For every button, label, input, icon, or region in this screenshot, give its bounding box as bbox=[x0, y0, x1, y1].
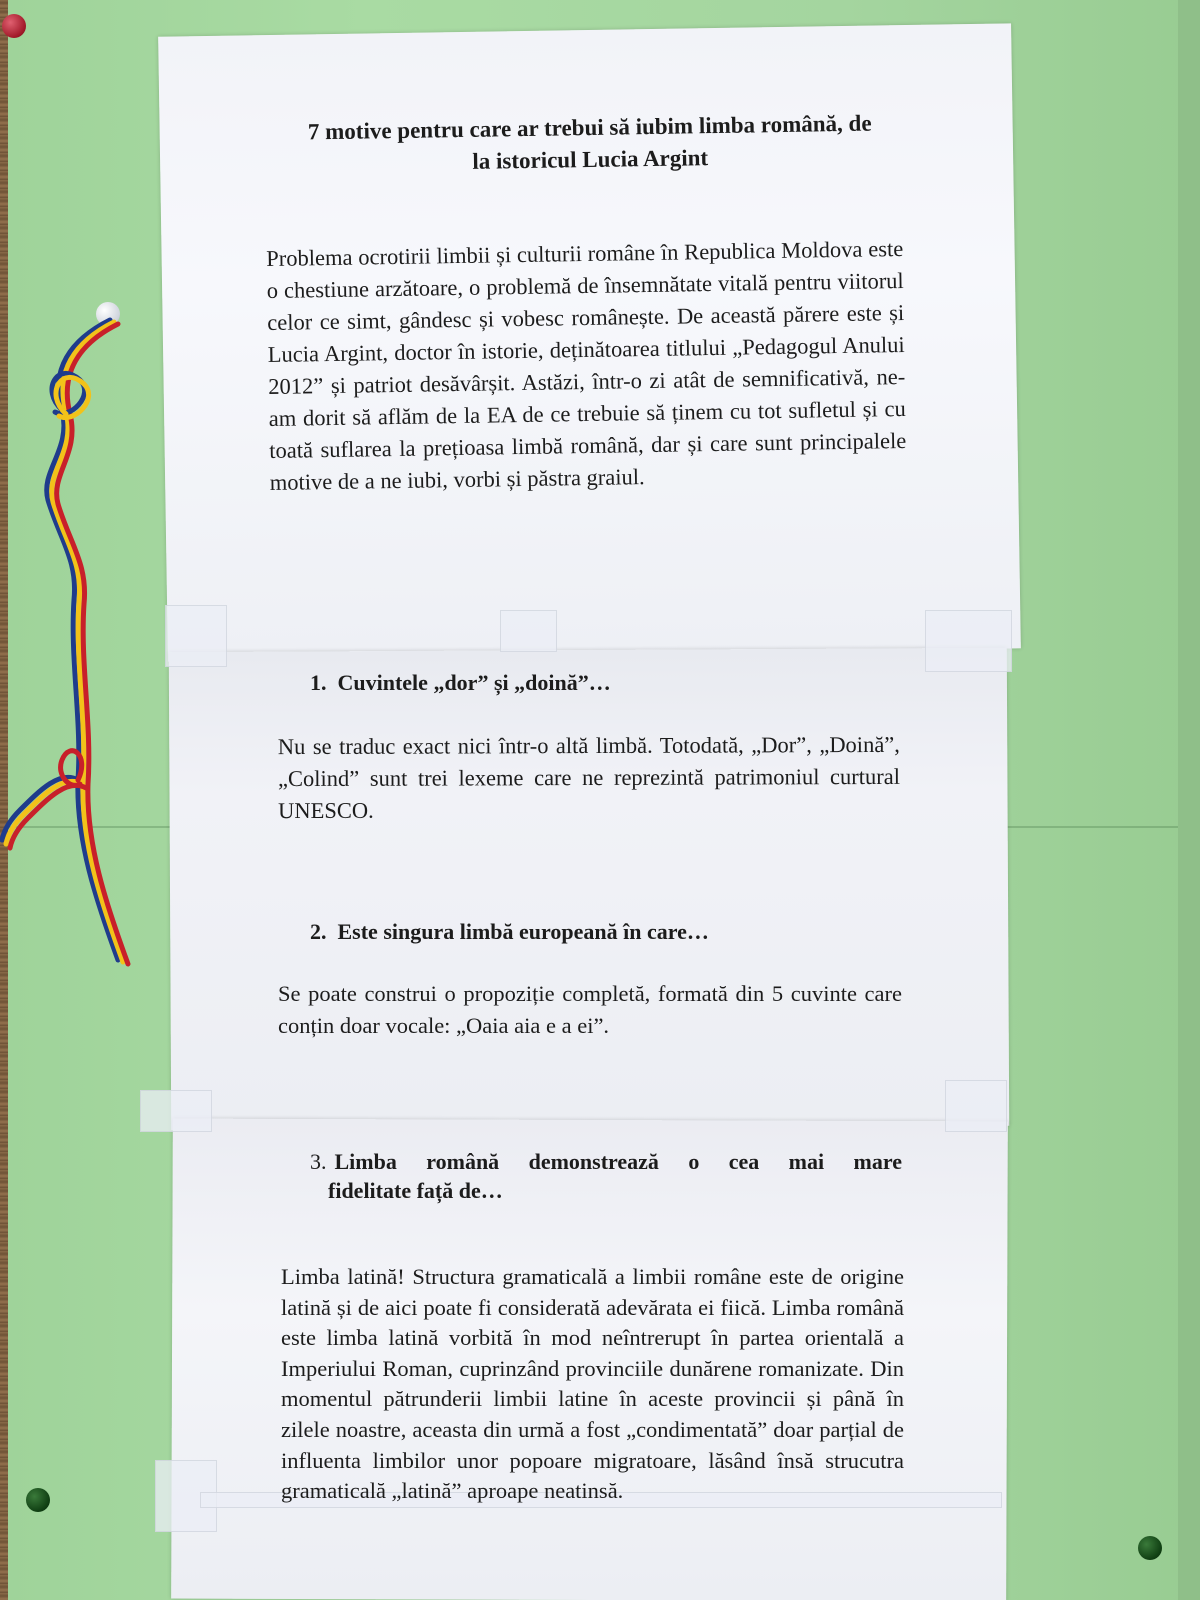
section-heading-text-line2: fidelitate față de… bbox=[328, 1177, 503, 1203]
tape-strip bbox=[500, 610, 557, 652]
section-heading-1 bbox=[310, 670, 910, 696]
pushpin-green bbox=[26, 1488, 50, 1512]
paper-sheet-reasons-1-2 bbox=[169, 648, 1009, 1130]
section-body-1: Nu se traduc exact nici într-o altă limbă. Totodată, „Dor”, „Doină”, „Colind” sunt trei lexeme care ne reprezintă patrimoniul curtural UNESCO. bbox=[277, 731, 901, 823]
section-number: 2. bbox=[310, 919, 327, 944]
section-number: 3. bbox=[310, 1149, 327, 1174]
section-heading-text: Cuvintele „dor” și „doină”… bbox=[337, 670, 611, 695]
section-body-2: Se poate construi o propoziție completă, formată din 5 cuvinte care conțin doar vocale: „Oaia aia e a ei”. bbox=[278, 981, 902, 1038]
section-heading-3 bbox=[310, 1148, 902, 1205]
pushpin-red bbox=[2, 14, 26, 38]
tape-strip bbox=[925, 610, 1012, 672]
page-title: 7 motive pentru care ar trebui să iubim limba română, de la istoricul Lucia Argint bbox=[307, 110, 872, 175]
section-heading-line bbox=[310, 1148, 902, 1177]
pushpin-green bbox=[1138, 1536, 1162, 1560]
tape-strip bbox=[165, 605, 227, 667]
section-number: 1. bbox=[310, 670, 327, 695]
tape-strip bbox=[140, 1090, 212, 1132]
section-heading-2 bbox=[310, 919, 910, 945]
tape-strip bbox=[945, 1080, 1007, 1132]
section-heading-text: Este singura limbă europeană în care… bbox=[337, 919, 709, 944]
board-edge-right bbox=[1178, 0, 1200, 1600]
tricolor-ribbon bbox=[0, 300, 140, 990]
intro-paragraph: Problema ocrotirii limbii și culturii române în Republica Moldova este o chestiune arzătoare, o problemă de însemnătate vitală pentru viitorul celor ce simt, gândesc și vobesc românește. De această părere este și Lucia Argint, doctor în istorie, deținătoarea titlului „Pedagogul Anului 2012” și patriot desăvârșit. Astăzi, într-o zi atât de semnificativă, ne-am dorit să aflăm de la EA de ce trebuie să ținem cu tot sufletul și cu toată suflarea la prețioasa limbă română, dar și care sunt principalele motive de a ne iubi, vorbi și păstra graiul. bbox=[266, 236, 907, 495]
section-heading-text: Limba română demonstrează o cea mai mare bbox=[334, 1149, 902, 1174]
section-body-3: Limba latină! Structura gramaticală a limbii române este de origine latină și de aici poate fi considerată adevărata ei fiică. Limba română este limba latină vorbită în mod neîntrerupt în partea orientală a Imperiului Roman, cuprinzând provinciile dunărene romanizate. Din momentul pătrunderii limbii latine în aceste provincii și până în zilele noastre, aceasta din urmă a fost „condimentată” doar parțial de influenta limbilor unor popoare migratoare, lăsând însă strucutra gramaticală „latină” aproape neatinsă. bbox=[281, 1264, 904, 1504]
